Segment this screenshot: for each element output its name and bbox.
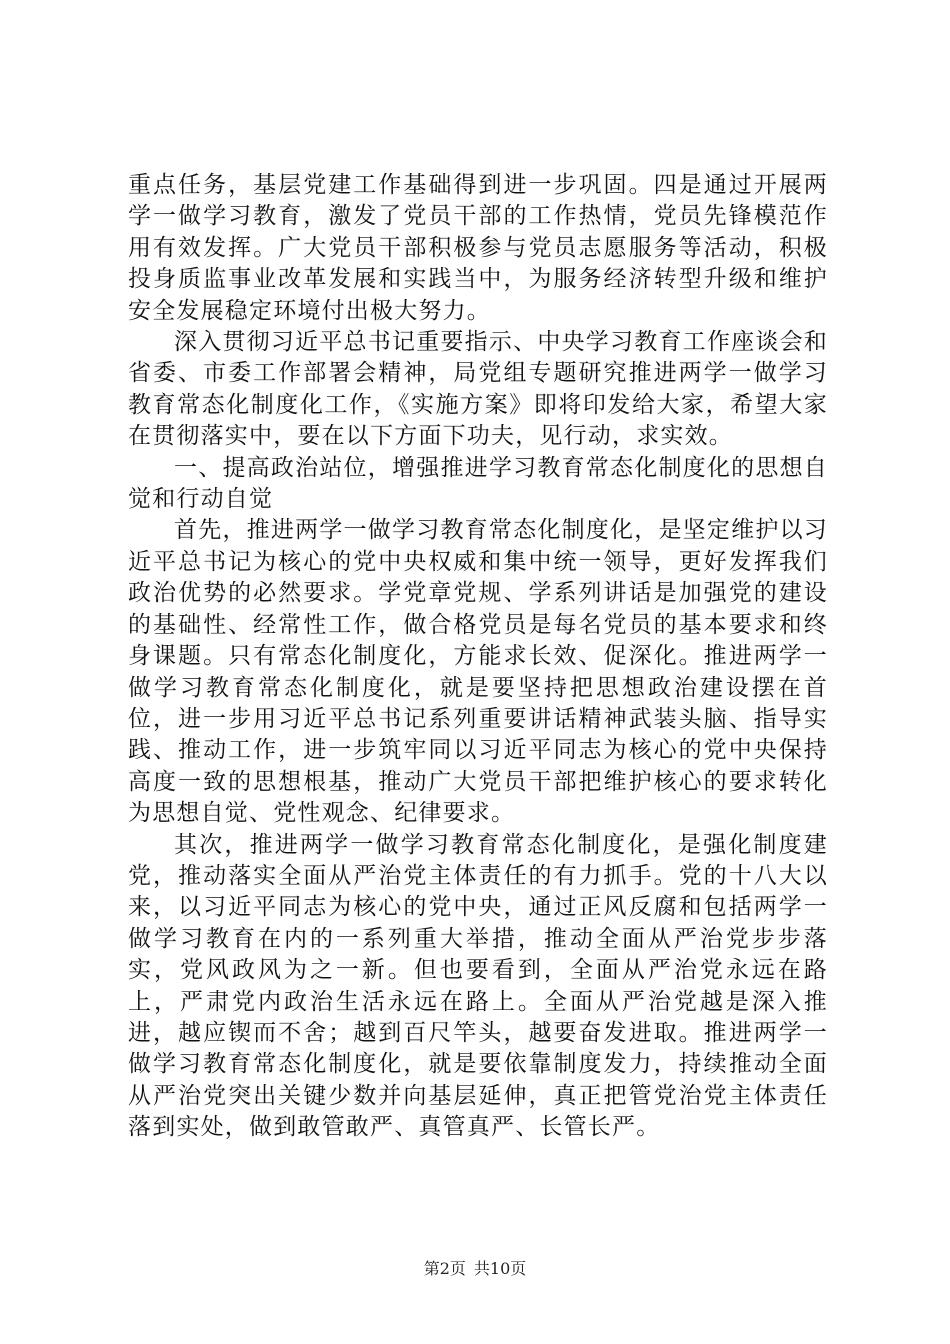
document-body [128, 170, 828, 1144]
paragraph-intro: 深入贯彻习近平总书记重要指示、中央学习教育工作座谈会和省委、市委工作部署会精神，局党组专题研究推进两学一做学习教育常态化制度化工作，《实施方案》即将印发给大家，希望大家在贯彻落实中，要在以下方面下功夫，见行动，求实效。 [128, 329, 828, 450]
paragraph-second: 其次，推进两学一做学习教育常态化制度化，是强化制度建党，推动落实全面从严治党主体责任的有力抓手。党的十八大以来，以习近平同志为核心的党中央，通过正风反腐和包括两学一做学习教育在内的一系列重大举措，推动全面从严治党步步落实，党风政风为之一新。但也要看到，全面从严治党永远在路上，严肃党内政治生活永远在路上。全面从严治党越是深入推进，越应锲而不舍；越到百尺竿头，越要奋发进取。推进两学一做学习教育常态化制度化，就是要依靠制度发力，持续推动全面从严治党突出关键少数并向基层延伸，真正把管党治党主体责任落到实处，做到敢管敢严、真管真严、长管长严。 [128, 831, 828, 1141]
paragraph-first: 首先，推进两学一做学习教育常态化制度化，是坚定维护以习近平总书记为核心的党中央权威和集中统一领导，更好发挥我们政治优势的必然要求。学党章党规、学系列讲话是加强党的建设的基础性、经常性工作，做合格党员是每名党员的基本要求和终身课题。只有常态化制度化，方能求长效、促深化。推进两学一做学习教育常态化制度化，就是要坚持把思想政治建设摆在首位，进一步用习近平总书记系列重要讲话精神武装头脑、指导实践、推动工作，进一步筑牢同以习近平同志为核心的党中央保持高度一致的思想根基，推动广大党员干部把维护核心的要求转化为思想自觉、党性观念、纪律要求。 [128, 517, 828, 827]
page-total: 共10页 [473, 1259, 527, 1278]
section-heading-1: 一、提高政治站位，增强推进学习教育常态化制度化的思想自觉和行动自觉 [128, 454, 828, 513]
page-footer [0, 1256, 950, 1279]
paragraph-continuation: 重点任务，基层党建工作基础得到进一步巩固。四是通过开展两学一做学习教育，激发了党员干部的工作热情，党员先锋模范作用有效发挥。广大党员干部积极参与党员志愿服务等活动，积极投身质监事业改革发展和实践当中，为服务经济转型升级和维护安全发展稳定环境付出极大努力。 [128, 172, 828, 324]
page-number: 第2页 [423, 1259, 466, 1278]
